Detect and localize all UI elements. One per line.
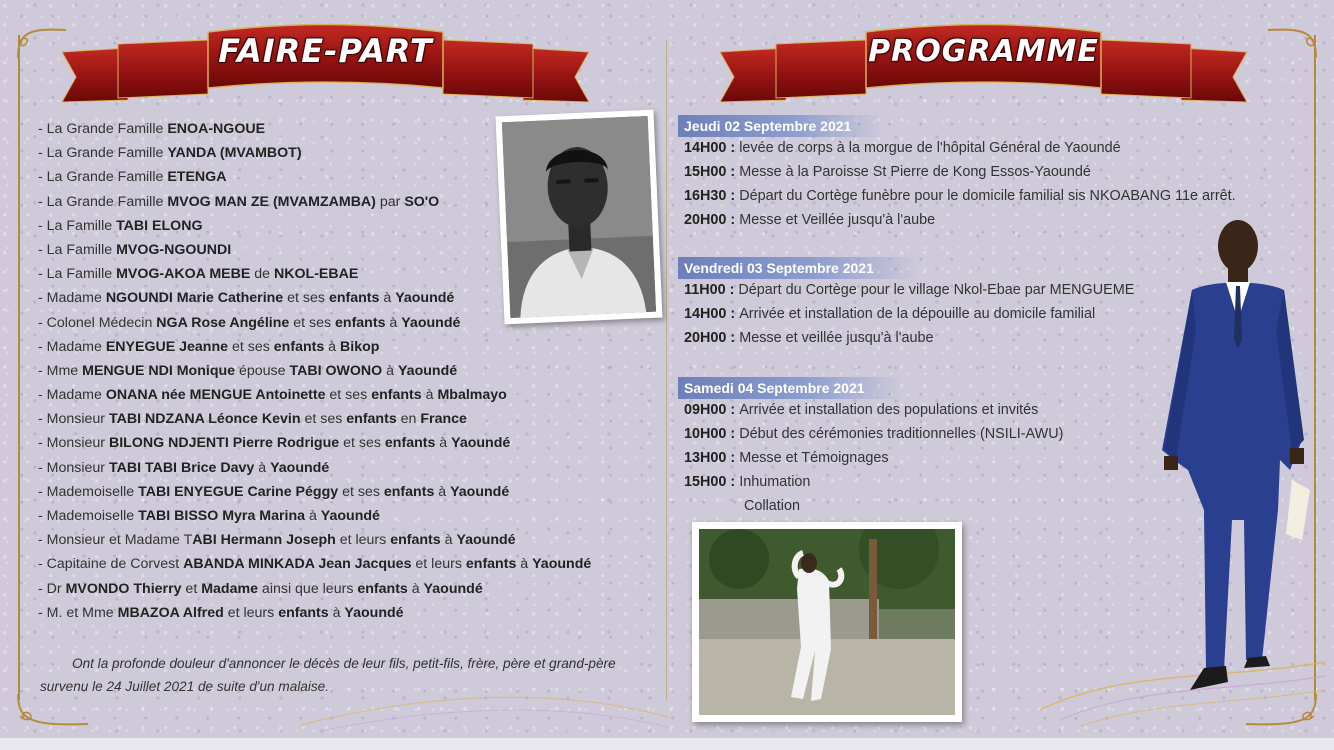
family-line	[38, 456, 678, 480]
family-name-bold: enfants	[273, 338, 325, 355]
family-text: ainsi que leurs	[257, 580, 358, 597]
family-line	[38, 383, 678, 407]
family-name-bold: Madame	[201, 580, 258, 597]
family-text: - Mademoiselle	[38, 508, 139, 524]
programme-title: PROGRAMME	[868, 34, 1099, 69]
family-line	[38, 528, 678, 552]
family-name-bold: Yaoundé	[401, 314, 461, 331]
family-text: à	[328, 604, 345, 621]
faire-part-title: FAIRE-PART	[218, 32, 433, 70]
family-name-bold: ONANA née MENGUE Antoinette	[105, 387, 326, 404]
day-header: Samedi 04 Septembre 2021	[678, 377, 904, 399]
family-name-bold: NGOUNDI Marie Catherine	[105, 290, 284, 307]
family-text: - La Grande Famille	[38, 121, 168, 137]
announcement-text: Ont la profonde douleur d'annoncer le décès de leur fils, petit-fils, frère, père et grand-père survenu le 24 Juillet 2021 de suite d'un malaise.	[40, 656, 616, 694]
family-text: à	[421, 387, 438, 404]
event-description: levée de corps à la morgue de l'hôpital Général de Yaoundé	[739, 140, 1121, 156]
portrait-photo	[496, 110, 663, 325]
family-name-bold: ABI Hermann Joseph	[192, 532, 336, 549]
event-description: Messe et veillée jusqu'à l'aube	[739, 330, 934, 346]
family-name-bold: ETENGA	[167, 169, 227, 186]
corner-flourish-top-right-icon	[1264, 22, 1324, 62]
family-text: - Capitaine de Corvest	[38, 556, 184, 573]
family-name-bold: TABI TABI Brice Davy	[108, 459, 255, 476]
event-description: Arrivée et installation de la dépouille au domicile familial	[739, 306, 1096, 322]
family-name-bold: TABI OWONO	[289, 362, 383, 379]
family-line	[38, 504, 678, 528]
family-text: à	[324, 338, 341, 355]
family-line	[38, 359, 678, 383]
family-line	[38, 407, 678, 431]
family-text: - Colonel Médecin	[38, 314, 157, 331]
family-name-bold: ENOA-NGOUE	[167, 121, 266, 137]
family-name-bold: Yaoundé	[398, 362, 458, 379]
family-name-bold: SO'O	[404, 193, 440, 210]
family-text: et ses	[338, 483, 384, 500]
event-time: 20H00 :	[684, 330, 740, 346]
family-text: et leurs	[411, 556, 466, 573]
programme-event	[684, 136, 1121, 160]
family-name-bold: MVOG-AKOA MEBE	[116, 266, 251, 283]
event-description: Messe à la Paroisse St Pierre de Kong Essos-Yaoundé	[739, 164, 1091, 180]
family-text: et leurs	[223, 604, 279, 621]
family-name-bold: MVONDO Thierry	[65, 580, 182, 597]
event-time: 16H30 :	[684, 188, 740, 204]
programme-event	[684, 160, 1091, 184]
family-name-bold: enfants	[328, 290, 380, 307]
programme-event	[684, 326, 934, 350]
family-name-bold: TABI ENYEGUE Carine Péggy	[138, 483, 339, 500]
family-name-bold: Yaoundé	[344, 604, 404, 621]
family-text: - La Grande Famille	[38, 169, 168, 186]
family-name-bold: ABANDA MINKADA Jean Jacques	[183, 556, 412, 573]
family-text: à	[379, 290, 396, 307]
programme-event	[684, 398, 1038, 422]
family-text: à	[382, 362, 398, 379]
family-name-bold: Yaoundé	[423, 580, 483, 597]
event-description: Messe et Témoignages	[739, 450, 889, 466]
day-header: Vendredi 03 Septembre 2021	[678, 257, 920, 279]
standing-man-photo	[1152, 220, 1312, 700]
family-name-bold: Yaoundé	[451, 435, 511, 452]
family-text: - La Famille	[38, 266, 117, 283]
family-name-bold: enfants	[346, 411, 397, 428]
programme-banner	[716, 22, 1251, 104]
family-name-bold: MVOG MAN ZE (MVAMZAMBA)	[167, 193, 376, 210]
family-text: à	[434, 483, 451, 500]
family-text: à	[440, 532, 457, 549]
faire-part-banner	[58, 22, 593, 104]
family-line	[38, 577, 678, 601]
family-text: et ses	[228, 338, 274, 355]
family-name-bold: enfants	[357, 580, 408, 597]
family-name-bold: TABI NDZANA Léonce Kevin	[108, 411, 301, 428]
family-text: - Madame	[38, 387, 106, 404]
family-text: - Madame	[38, 290, 106, 307]
family-name-bold: Yaoundé	[450, 483, 510, 500]
family-name-bold: enfants	[384, 435, 436, 452]
family-text: - Mme	[38, 362, 83, 379]
family-name-bold: enfants	[371, 387, 422, 404]
family-name-bold: enfants	[390, 532, 441, 549]
family-name-bold: enfants	[278, 604, 329, 621]
family-text: - La Famille	[38, 217, 117, 234]
frame-right-line	[1314, 35, 1316, 700]
event-description: Inhumation	[739, 474, 811, 490]
day-header: Jeudi 02 Septembre 2021	[678, 115, 884, 137]
family-text: et ses	[339, 435, 385, 452]
family-line	[38, 552, 678, 576]
event-description: Messe et Veillée jusqu'à l'aube	[739, 212, 936, 228]
event-description: Début des cérémonies traditionnelles (NSILI-AWU)	[739, 426, 1064, 442]
event-description: Arrivée et installation des populations et invités	[739, 402, 1039, 418]
family-text: à	[305, 508, 321, 524]
event-time: 09H00 :	[684, 402, 740, 418]
programme-event	[684, 494, 800, 518]
family-text: - M. et Mme	[38, 604, 118, 621]
family-text: à	[516, 556, 533, 573]
family-line	[38, 480, 678, 504]
family-text: et ses	[283, 290, 329, 307]
programme-event	[684, 208, 935, 232]
family-text: - Monsieur	[38, 459, 109, 476]
family-name-bold: YANDA (MVAMBOT)	[167, 145, 302, 162]
family-name-bold: ENYEGUE Jeanne	[105, 338, 229, 355]
event-time: 15H00 :	[684, 474, 740, 490]
family-name-bold: enfants	[465, 556, 517, 573]
family-line	[38, 601, 678, 625]
family-text: à	[435, 435, 452, 452]
event-time: 15H00 :	[684, 164, 740, 180]
family-text: - Monsieur	[38, 435, 109, 452]
family-text: - La Famille	[38, 241, 117, 258]
event-description: Départ du Cortège funèbre pour le domicile familial sis NKOABANG 11e arrêt.	[739, 188, 1236, 204]
family-name-bold: Mbalmayo	[437, 387, 507, 404]
bottom-strip	[0, 738, 1334, 750]
family-name-bold: MBAZOA Alfred	[117, 604, 224, 621]
programme-event	[684, 184, 1236, 208]
family-text: et ses	[289, 314, 336, 331]
event-description: Départ du Cortège pour le village Nkol-Ebae par MENGUEME	[738, 282, 1135, 298]
family-name-bold: NGA Rose Angéline	[156, 314, 290, 331]
family-name-bold: Yaoundé	[456, 532, 516, 549]
family-line	[38, 335, 678, 359]
family-text: à	[385, 314, 402, 331]
event-time: 14H00 :	[684, 306, 740, 322]
family-text: - Dr	[38, 580, 66, 597]
family-name-bold: Yaoundé	[270, 459, 330, 476]
family-text: de	[250, 266, 274, 283]
family-text: et	[181, 580, 202, 597]
family-text: à	[254, 459, 271, 476]
family-name-bold: BILONG NDJENTI Pierre Rodrigue	[108, 435, 340, 452]
event-description: Collation	[744, 498, 800, 514]
family-name-bold: TABI ELONG	[116, 217, 203, 234]
family-text: par	[375, 193, 405, 210]
family-text: et ses	[300, 411, 347, 428]
family-text: en	[396, 411, 421, 428]
family-line	[38, 431, 678, 455]
family-name-bold: enfants	[383, 483, 435, 500]
family-name-bold: Yaoundé	[532, 556, 592, 573]
family-text: et leurs	[335, 532, 391, 549]
event-time: 10H00 :	[684, 426, 740, 442]
frame-left-line	[18, 35, 20, 700]
family-text: - Monsieur	[38, 411, 109, 428]
family-name-bold: Bikop	[340, 338, 380, 355]
programme-event	[684, 446, 889, 470]
family-name-bold: Yaoundé	[395, 290, 455, 307]
programme-event	[684, 422, 1063, 446]
family-text: à	[407, 580, 424, 597]
portrait-image	[502, 116, 656, 318]
programme-event	[684, 470, 810, 494]
family-text: - La Grande Famille	[38, 145, 168, 162]
programme-event	[684, 278, 1134, 302]
family-text: - Madame	[38, 338, 106, 355]
family-text: et ses	[325, 387, 372, 404]
martial-arts-image	[699, 529, 955, 715]
family-name-bold: Yaoundé	[320, 508, 380, 524]
family-name-bold: France	[420, 411, 467, 428]
event-time: 11H00 :	[684, 282, 739, 298]
family-text: - Monsieur et Madame T	[38, 532, 193, 549]
event-time: 14H00 :	[684, 140, 740, 156]
family-text: - Mademoiselle	[38, 483, 139, 500]
family-name-bold: enfants	[335, 314, 386, 331]
family-name-bold: NKOL-EBAE	[274, 266, 359, 283]
family-name-bold: MENGUE NDI Monique	[82, 362, 236, 379]
family-text: épouse	[235, 362, 290, 379]
event-time: 20H00 :	[684, 212, 740, 228]
event-time: 13H00 :	[684, 450, 740, 466]
martial-arts-photo	[692, 522, 962, 722]
family-name-bold: TABI BISSO Myra Marina	[138, 508, 306, 524]
family-name-bold: MVOG-NGOUNDI	[116, 241, 232, 258]
programme-event	[684, 302, 1095, 326]
family-text: - La Grande Famille	[38, 193, 168, 210]
